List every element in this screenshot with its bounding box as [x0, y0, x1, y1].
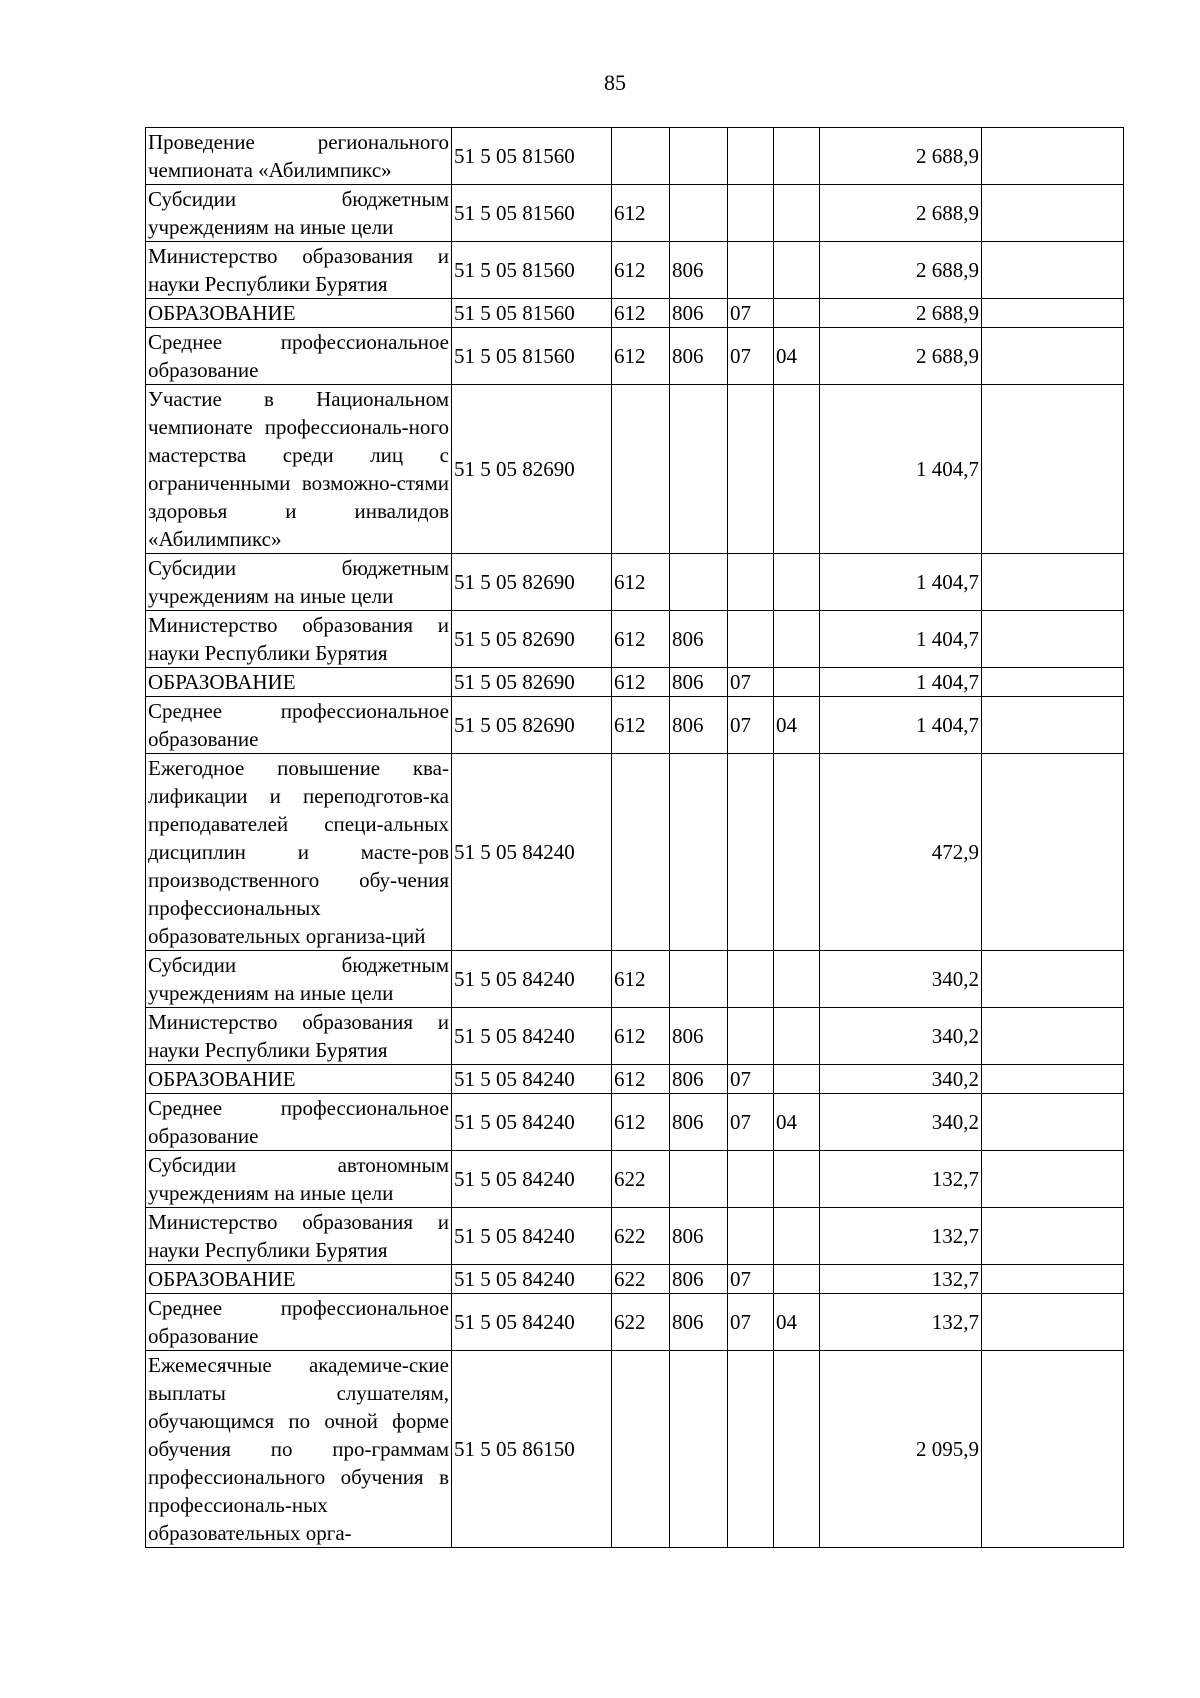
section-cell: 07: [728, 299, 774, 328]
extra-cell: [982, 951, 1124, 1008]
ministry-code-cell: 806: [670, 1294, 728, 1351]
target-article-cell: 51 5 05 82690: [452, 668, 612, 697]
item-name-cell: Участие в Национальном чемпионате профессиональ-ного мастерства среди лиц с ограниченными возможно-стями здоровья и инвалидов «Абилимпикс»: [146, 385, 452, 554]
item-name-cell: Субсидии бюджетным учреждениям на иные цели: [146, 554, 452, 611]
subsection-cell: [774, 185, 820, 242]
amount-cell: 2 095,9: [820, 1351, 982, 1548]
amount-cell: 1 404,7: [820, 385, 982, 554]
subsection-cell: [774, 611, 820, 668]
table-row: [146, 951, 1124, 1008]
item-name-cell: Министерство образования и науки Республики Бурятия: [146, 242, 452, 299]
item-name-cell: Проведение регионального чемпионата «Абилимпикс»: [146, 128, 452, 185]
section-cell: 07: [728, 1094, 774, 1151]
extra-cell: [982, 242, 1124, 299]
expense-type-cell: 622: [612, 1294, 670, 1351]
target-article-cell: 51 5 05 84240: [452, 1094, 612, 1151]
ministry-code-cell: [670, 754, 728, 951]
extra-cell: [982, 1065, 1124, 1094]
ministry-code-cell: 806: [670, 611, 728, 668]
section-cell: 07: [728, 1065, 774, 1094]
table-row: [146, 697, 1124, 754]
table-row: [146, 128, 1124, 185]
amount-cell: 340,2: [820, 1094, 982, 1151]
extra-cell: [982, 1208, 1124, 1265]
section-cell: [728, 1208, 774, 1265]
section-cell: [728, 1008, 774, 1065]
amount-cell: 132,7: [820, 1208, 982, 1265]
item-name-cell: Министерство образования и науки Республики Бурятия: [146, 1008, 452, 1065]
section-cell: [728, 754, 774, 951]
expense-type-cell: 612: [612, 1008, 670, 1065]
extra-cell: [982, 1265, 1124, 1294]
expense-type-cell: 612: [612, 1065, 670, 1094]
amount-cell: 340,2: [820, 1065, 982, 1094]
extra-cell: [982, 1094, 1124, 1151]
item-name-cell: Ежемесячные академиче-ские выплаты слушателям, обучающимся по очной форме обучения по про-граммам профессионального обучения в профессиональ-ных образовательных орга-: [146, 1351, 452, 1548]
expense-type-cell: 612: [612, 242, 670, 299]
ministry-code-cell: [670, 1151, 728, 1208]
table-row: [146, 668, 1124, 697]
amount-cell: 472,9: [820, 754, 982, 951]
amount-cell: 2 688,9: [820, 242, 982, 299]
extra-cell: [982, 697, 1124, 754]
subsection-cell: [774, 1008, 820, 1065]
ministry-code-cell: 806: [670, 299, 728, 328]
amount-cell: 340,2: [820, 1008, 982, 1065]
subsection-cell: [774, 1065, 820, 1094]
expense-type-cell: [612, 1351, 670, 1548]
amount-cell: 1 404,7: [820, 668, 982, 697]
table-row: [146, 1065, 1124, 1094]
subsection-cell: 04: [774, 1294, 820, 1351]
subsection-cell: [774, 1265, 820, 1294]
ministry-code-cell: [670, 128, 728, 185]
item-name-cell: Субсидии бюджетным учреждениям на иные цели: [146, 185, 452, 242]
extra-cell: [982, 1008, 1124, 1065]
ministry-code-cell: [670, 385, 728, 554]
target-article-cell: 51 5 05 84240: [452, 1151, 612, 1208]
amount-cell: 2 688,9: [820, 299, 982, 328]
amount-cell: 2 688,9: [820, 185, 982, 242]
table-row: [146, 754, 1124, 951]
extra-cell: [982, 1351, 1124, 1548]
target-article-cell: 51 5 05 84240: [452, 951, 612, 1008]
ministry-code-cell: 806: [670, 668, 728, 697]
amount-cell: 132,7: [820, 1265, 982, 1294]
subsection-cell: [774, 554, 820, 611]
section-cell: [728, 611, 774, 668]
expense-type-cell: 612: [612, 951, 670, 1008]
subsection-cell: [774, 1351, 820, 1548]
extra-cell: [982, 754, 1124, 951]
expense-type-cell: [612, 385, 670, 554]
subsection-cell: [774, 1208, 820, 1265]
section-cell: [728, 1151, 774, 1208]
item-name-cell: Субсидии автономным учреждениям на иные цели: [146, 1151, 452, 1208]
table-row: [146, 1151, 1124, 1208]
ministry-code-cell: 806: [670, 1208, 728, 1265]
target-article-cell: 51 5 05 86150: [452, 1351, 612, 1548]
expense-type-cell: 622: [612, 1265, 670, 1294]
amount-cell: 1 404,7: [820, 697, 982, 754]
expense-type-cell: [612, 754, 670, 951]
section-cell: 07: [728, 1265, 774, 1294]
page-number: 85: [604, 70, 626, 95]
table-row: [146, 1265, 1124, 1294]
section-cell: [728, 128, 774, 185]
ministry-code-cell: 806: [670, 328, 728, 385]
extra-cell: [982, 1151, 1124, 1208]
extra-cell: [982, 385, 1124, 554]
section-cell: [728, 554, 774, 611]
section-cell: [728, 951, 774, 1008]
subsection-cell: [774, 128, 820, 185]
item-name-cell: Среднее профессиональное образование: [146, 1094, 452, 1151]
amount-cell: 2 688,9: [820, 128, 982, 185]
extra-cell: [982, 554, 1124, 611]
amount-cell: 2 688,9: [820, 328, 982, 385]
ministry-code-cell: [670, 554, 728, 611]
target-article-cell: 51 5 05 82690: [452, 554, 612, 611]
subsection-cell: [774, 1151, 820, 1208]
extra-cell: [982, 668, 1124, 697]
target-article-cell: 51 5 05 84240: [452, 1065, 612, 1094]
ministry-code-cell: 806: [670, 1065, 728, 1094]
target-article-cell: 51 5 05 82690: [452, 611, 612, 668]
table-row: [146, 1351, 1124, 1548]
ministry-code-cell: 806: [670, 242, 728, 299]
target-article-cell: 51 5 05 81560: [452, 128, 612, 185]
target-article-cell: 51 5 05 81560: [452, 242, 612, 299]
expense-type-cell: [612, 128, 670, 185]
item-name-cell: Среднее профессиональное образование: [146, 328, 452, 385]
item-name-cell: Среднее профессиональное образование: [146, 1294, 452, 1351]
subsection-cell: [774, 754, 820, 951]
ministry-code-cell: [670, 1351, 728, 1548]
table-row: [146, 554, 1124, 611]
target-article-cell: 51 5 05 84240: [452, 754, 612, 951]
expense-type-cell: 612: [612, 185, 670, 242]
section-cell: [728, 242, 774, 299]
item-name-cell: Субсидии бюджетным учреждениям на иные цели: [146, 951, 452, 1008]
section-cell: 07: [728, 668, 774, 697]
target-article-cell: 51 5 05 84240: [452, 1008, 612, 1065]
expense-type-cell: 612: [612, 1094, 670, 1151]
subsection-cell: [774, 385, 820, 554]
table-row: [146, 328, 1124, 385]
subsection-cell: 04: [774, 697, 820, 754]
expense-type-cell: 612: [612, 299, 670, 328]
subsection-cell: 04: [774, 328, 820, 385]
section-cell: [728, 1351, 774, 1548]
section-cell: 07: [728, 697, 774, 754]
target-article-cell: 51 5 05 84240: [452, 1294, 612, 1351]
ministry-code-cell: [670, 951, 728, 1008]
section-cell: 07: [728, 1294, 774, 1351]
expense-type-cell: 622: [612, 1151, 670, 1208]
amount-cell: 132,7: [820, 1294, 982, 1351]
target-article-cell: 51 5 05 84240: [452, 1208, 612, 1265]
item-name-cell: ОБРАЗОВАНИЕ: [146, 1265, 452, 1294]
extra-cell: [982, 328, 1124, 385]
subsection-cell: [774, 951, 820, 1008]
extra-cell: [982, 611, 1124, 668]
amount-cell: 340,2: [820, 951, 982, 1008]
table-row: [146, 185, 1124, 242]
item-name-cell: Ежегодное повышение ква-лификации и переподготов-ка преподавателей специ-альных дисциплин и масте-ров производственного обу-чения профессиональных образовательных организа-ций: [146, 754, 452, 951]
table-row: [146, 1094, 1124, 1151]
extra-cell: [982, 299, 1124, 328]
table-row: [146, 1294, 1124, 1351]
item-name-cell: ОБРАЗОВАНИЕ: [146, 668, 452, 697]
target-article-cell: 51 5 05 81560: [452, 299, 612, 328]
extra-cell: [982, 128, 1124, 185]
target-article-cell: 51 5 05 81560: [452, 185, 612, 242]
ministry-code-cell: 806: [670, 697, 728, 754]
expense-type-cell: 612: [612, 611, 670, 668]
expense-type-cell: 622: [612, 1208, 670, 1265]
table-row: [146, 1008, 1124, 1065]
section-cell: 07: [728, 328, 774, 385]
budget-table-body: [146, 128, 1124, 1548]
target-article-cell: 51 5 05 84240: [452, 1265, 612, 1294]
expense-type-cell: 612: [612, 328, 670, 385]
ministry-code-cell: [670, 185, 728, 242]
extra-cell: [982, 1294, 1124, 1351]
expense-type-cell: 612: [612, 554, 670, 611]
section-cell: [728, 185, 774, 242]
amount-cell: 1 404,7: [820, 611, 982, 668]
amount-cell: 132,7: [820, 1151, 982, 1208]
item-name-cell: Среднее профессиональное образование: [146, 697, 452, 754]
subsection-cell: [774, 668, 820, 697]
extra-cell: [982, 185, 1124, 242]
table-row: [146, 385, 1124, 554]
item-name-cell: Министерство образования и науки Республики Бурятия: [146, 1208, 452, 1265]
expense-type-cell: 612: [612, 697, 670, 754]
table-row: [146, 299, 1124, 328]
target-article-cell: 51 5 05 81560: [452, 328, 612, 385]
table-row: [146, 1208, 1124, 1265]
ministry-code-cell: 806: [670, 1265, 728, 1294]
subsection-cell: [774, 299, 820, 328]
ministry-code-cell: 806: [670, 1008, 728, 1065]
expense-type-cell: 612: [612, 668, 670, 697]
table-row: [146, 611, 1124, 668]
amount-cell: 1 404,7: [820, 554, 982, 611]
budget-table: [145, 127, 1124, 1548]
target-article-cell: 51 5 05 82690: [452, 697, 612, 754]
subsection-cell: [774, 242, 820, 299]
subsection-cell: 04: [774, 1094, 820, 1151]
table-row: [146, 242, 1124, 299]
target-article-cell: 51 5 05 82690: [452, 385, 612, 554]
item-name-cell: Министерство образования и науки Республики Бурятия: [146, 611, 452, 668]
item-name-cell: ОБРАЗОВАНИЕ: [146, 1065, 452, 1094]
ministry-code-cell: 806: [670, 1094, 728, 1151]
section-cell: [728, 385, 774, 554]
item-name-cell: ОБРАЗОВАНИЕ: [146, 299, 452, 328]
